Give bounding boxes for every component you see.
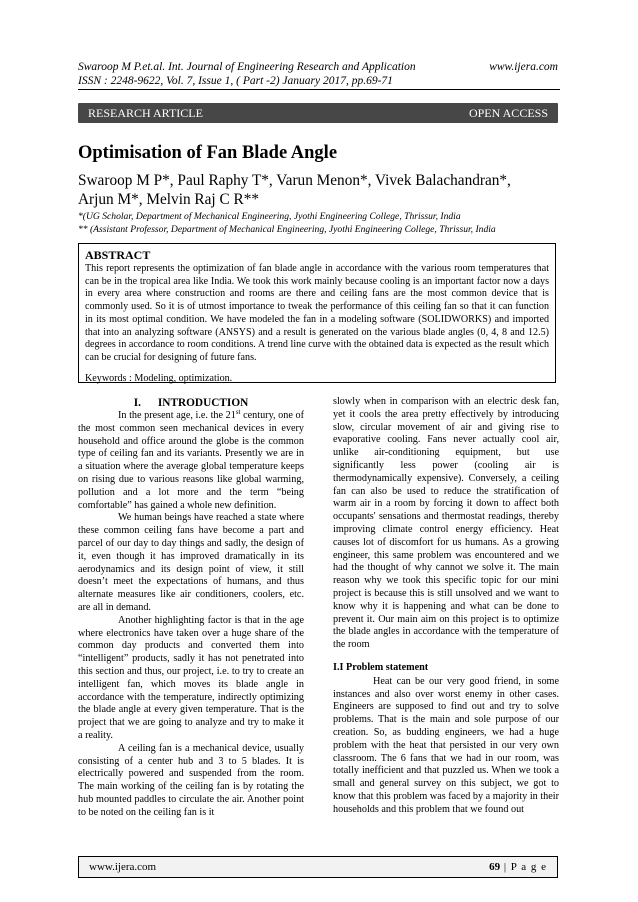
author-list: [78, 171, 558, 209]
right-column: [333, 396, 559, 817]
article-type-banner: [78, 103, 558, 123]
journal-line: Swaroop M P.et.al. Int. Journal of Engineering Research and Application: [78, 61, 416, 73]
abstract-heading: ABSTRACT: [85, 248, 151, 262]
keywords: Keywords : Modeling, optimization.: [85, 372, 233, 384]
intro-paragraph-2: We human beings have reached a state where these common ceiling fans have become a part and parcel of our day to day things and sadly, the design of it, even though it has improved dramatically in its aerodynamics and its design point of view, it still doesn’t meet the expectations of humans, and thus alternate measures like air conditioners, coolers, etc. are all in demand.: [78, 512, 304, 613]
affiliation-2: ** (Assistant Professor, Department of Mechanical Engineering, Jyothi Engineering College, Thrissur, India: [78, 224, 496, 235]
paper-title: Optimisation of Fan Blade Angle: [78, 143, 338, 163]
problem-statement-heading: I.I Problem statement: [333, 661, 429, 673]
authors-line-1: Swaroop M P*, Paul Raphy T*, Varun Menon*, Vivek Balachandran*,: [78, 172, 511, 189]
authors-line-2: Arjun M*, Melvin Raj C R**: [78, 191, 260, 208]
abstract-text: This report represents the optimization of fan blade angle in accordance with the various room temperatures that can be in the tropical area like India. We took this work mainly because cooling is an important factor now a days in every area where construction and rooms are there and ceiling fans are the most common device that is commonly used. So it is of utmost importance to tweak the performance of this ceiling fan so that it can function in its most optimal condition. We have modeled the fan in a modeling software (SOLIDWORKS) and imported that into an analyzing software (ANSYS) and a result is generated on the various blade angles (0, 4, 8 and 12.5) degrees in accordance to room conditions. A trend line curve with the obtained data is expected as the result which can be crucial for designing of future fans.: [85, 263, 549, 363]
page-footer: [78, 856, 558, 878]
issn-line: ISSN : 2248-9622, Vol. 7, Issue 1, ( Part -2) January 2017, pp.69-71: [78, 75, 393, 87]
intro-paragraph-3: Another highlighting factor is that in the age where electronics have taken over a huge share of the common day products and converted them into “intelligent” products, sadly it has not penetrated into this section and thus, our project, i.e. to try to create an intelligent fan, which moves its blade angle in accordance with the temperature, indirectly optimizing the blade angle at every given temperature. That is the project that we are going to analyze and try to make it a reality.: [78, 614, 304, 741]
research-article-label: RESEARCH ARTICLE: [88, 106, 203, 120]
introduction-heading: I. INTRODUCTION: [133, 397, 249, 409]
left-column: [78, 396, 304, 820]
open-access-label: OPEN ACCESS: [468, 106, 548, 120]
problem-statement-paragraph: Heat can be our very good friend, in some instances and also over worst enemy in other cases. Engineers are supposed to find out and try to solve problems. That is the main and sole purpose of our creation. So, as budding engineers, we had a huge problem with the heat that persisted in our very own classroom. The 6 fans that we had in our room, was totally inefficient and that puzzled us. When we took a small and general survey on this subject, we got to know that this problem was faced by a majority in their households and this problem that we found out: [333, 675, 559, 815]
page-number: 69: [489, 861, 501, 873]
intro-paragraph-1: In the present age, i.e. the 21st century, one of the most common seen mechanical devices in every household and office around the globe is the common type of ceiling fan and its variants. Presently we are in a situation where the average global temperature keeps on rising due to various reasons like global warming, pollution and a lot more and the term “being comfortable” has gained a whole new definition.: [78, 408, 304, 511]
affiliation-1: *(UG Scholar, Department of Mechanical Engineering, Jyothi Engineering College, Thrissur, India: [78, 211, 461, 222]
footer-website[interactable]: www.ijera.com: [89, 861, 157, 873]
header-rule: [78, 89, 560, 90]
journal-website[interactable]: www.ijera.com: [489, 61, 558, 73]
intro-paragraph-continued: slowly when in comparison with an electric desk fan, yet it cools the area pretty effectively by introducing slow, circular movement of air and giving rise to evaporative cooling. Fans never actually cool air, unlike air-conditioning equipment, but use significantly less power (cooling air is thermodynamically expensive). Conversely, a ceiling fan can also be used to reduce the stratification of warm air in a room by forcing it down to affect both occupants' sensations and thermostat readings, thereby improving climate control energy efficiency. Heat causes lot of discomfort for us humans. As a growing engineer, this same problem was encountered and we had the thought of why cannot we solve it. The main reason why we took this specific topic for our mini project is because this is still unsolved and we want to know why it is happening and what can be done to prevent it. Our main aim on this project is to optimize the blade angles in accordance with the temperature of the room: [333, 396, 559, 651]
intro-paragraph-4: A ceiling fan is a mechanical device, usually consisting of a center hub and 3 to 5 blades. It is electrically powered and suspended from the room. The main working of the ceiling fan is by rotating the hub mounted paddles to circulate the air. Another point to be noted on the ceiling fan is it: [78, 742, 304, 818]
abstract-box: [78, 243, 556, 383]
page-number-label: 69 | P a g e: [489, 861, 547, 873]
